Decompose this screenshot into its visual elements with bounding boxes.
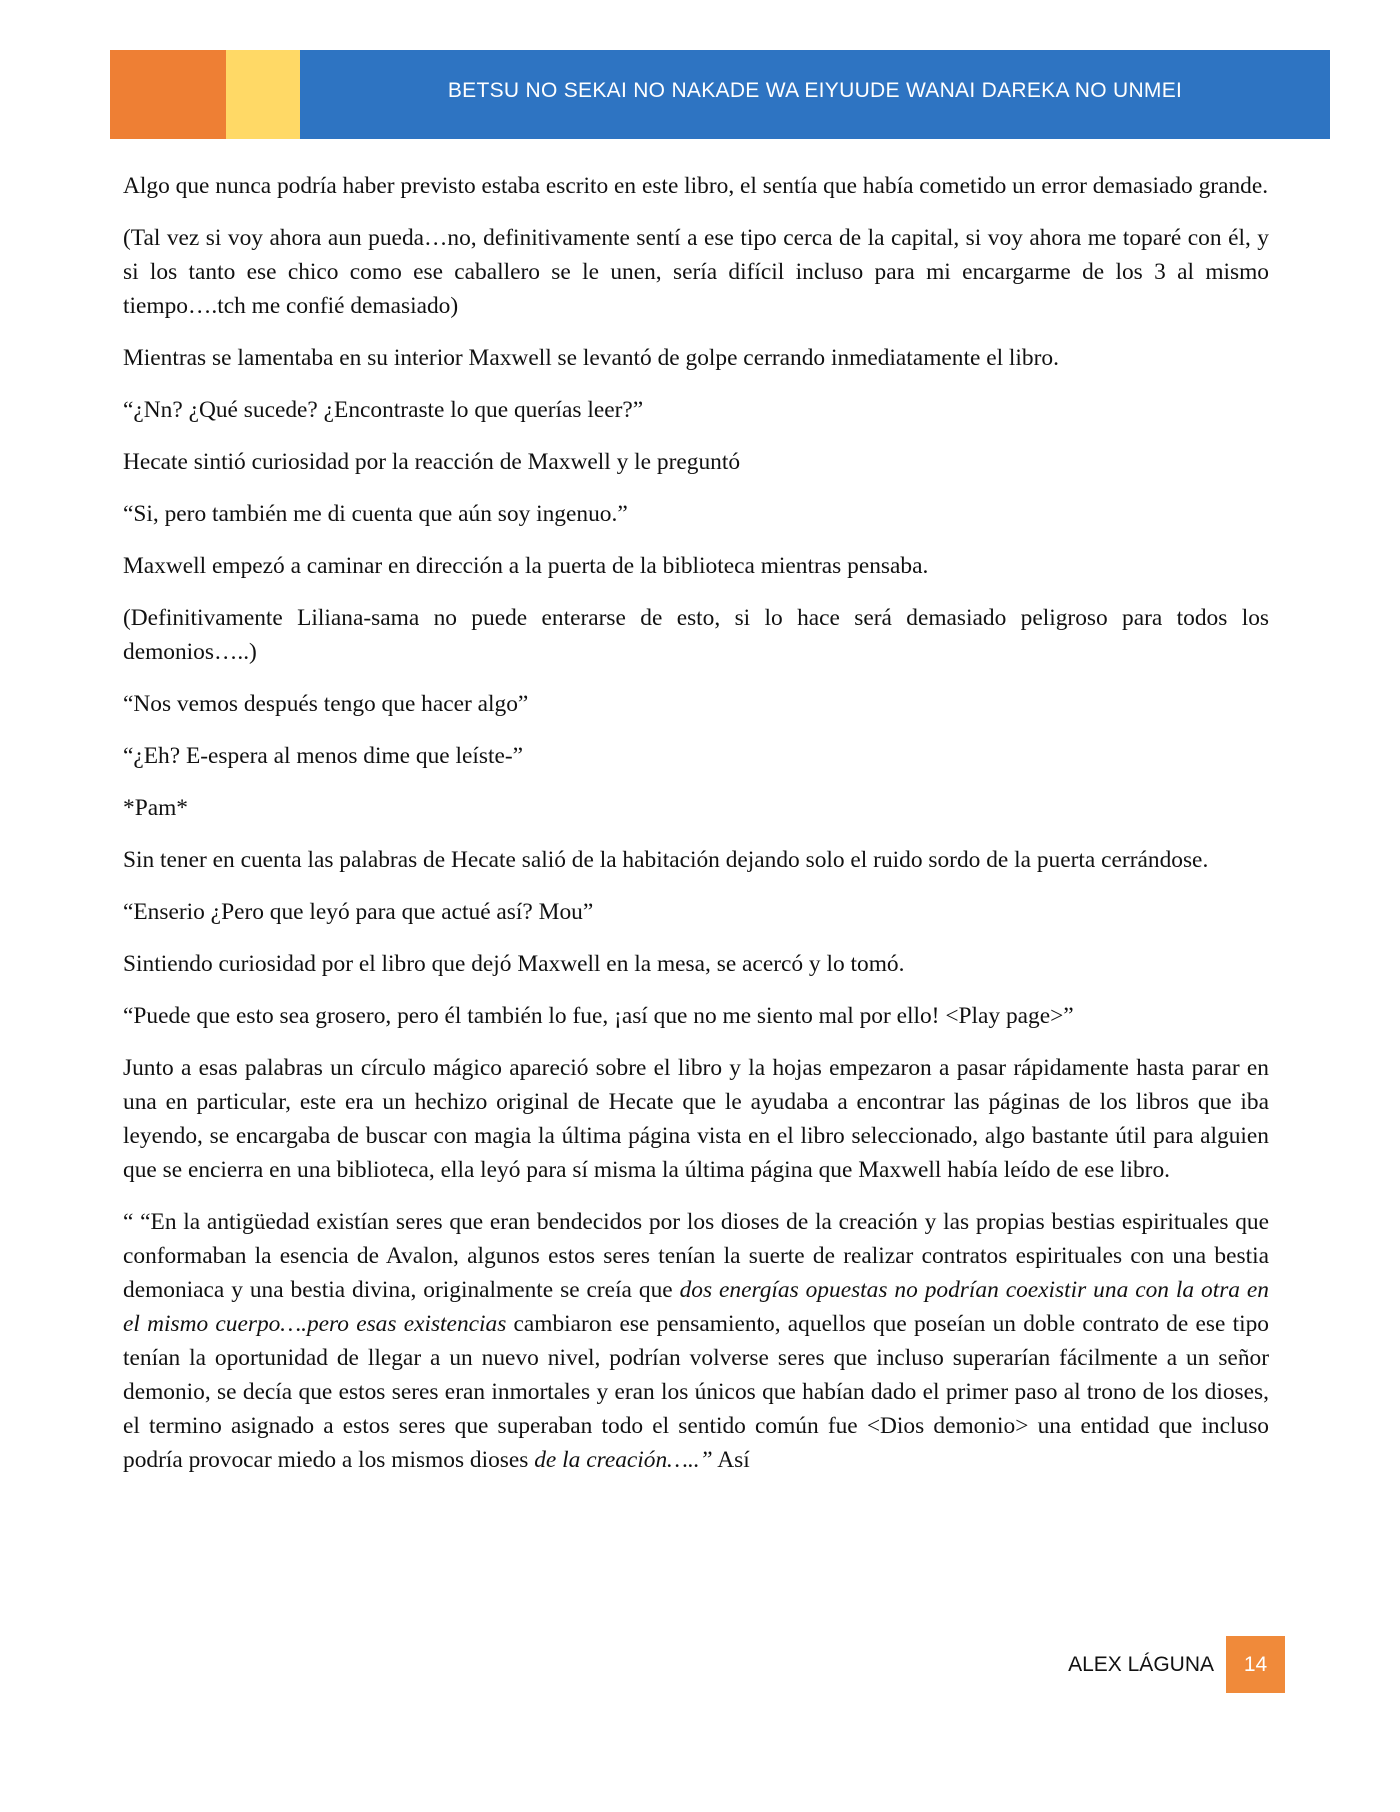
header-title-bar bbox=[300, 50, 1330, 139]
page-footer bbox=[1000, 1636, 1285, 1693]
page-body bbox=[123, 169, 1269, 1495]
paragraph: “Nos vemos después tengo que hacer algo” bbox=[123, 691, 529, 717]
last-paragraph bbox=[123, 1205, 1269, 1477]
last-paragraph-part1: “ “En la antigüedad existían seres que eran bendecidos por los dioses de la creación y las propias bestias espirituales que conformaban la esencia de Avalon, algunos estos seres tenían la suerte de realizar contratos espirituales con una bestia demoniaca y una bestia divina, originalmente se creía que bbox=[123, 1209, 1269, 1303]
paragraph: “Si, pero también me di cuenta que aún soy ingenuo.” bbox=[123, 501, 628, 527]
paragraph: Mientras se lamentaba en su interior Maxwell se levantó de golpe cerrando inmediatamente el libro. bbox=[123, 345, 1059, 371]
paragraph: Sintiendo curiosidad por el libro que dejó Maxwell en la mesa, se acercó y lo tomó. bbox=[123, 951, 905, 977]
last-paragraph-italic1: dos energías opuestas no podrían coexistir una con la otra en el mismo cuerpo….pero esas existencias bbox=[123, 1277, 1270, 1337]
page-number-badge: 14 bbox=[1226, 1636, 1285, 1693]
paragraph: (Definitivamente Liliana-sama no puede enterarse de esto, si lo hace será demasiado peligroso para todos los demonios…..) bbox=[123, 605, 1269, 665]
header-orange-block bbox=[110, 50, 226, 139]
paragraph: “¿Eh? E-espera al menos dime que leíste-” bbox=[123, 743, 524, 769]
paragraph: “Puede que esto sea grosero, pero él también lo fue, ¡así que no me siento mal por ello! <Play page>” bbox=[123, 1003, 1074, 1029]
paragraph: Maxwell empezó a caminar en dirección a la puerta de la biblioteca mientras pensaba. bbox=[123, 553, 929, 579]
paragraph: Sin tener en cuenta las palabras de Hecate salió de la habitación dejando solo el ruido sordo de la puerta cerrándose. bbox=[123, 847, 1209, 873]
paragraph: “¿Nn? ¿Qué sucede? ¿Encontraste lo que querías leer?” bbox=[123, 397, 644, 423]
header-title: BETSU NO SEKAI NO NAKADE WA EIYUUDE WANAI DAREKA NO UNMEI bbox=[447, 78, 1183, 102]
paragraph: Algo que nunca podría haber previsto estaba escrito en este libro, el sentía que había cometido un error demasiado grande. bbox=[123, 173, 1269, 199]
paragraph: (Tal vez si voy ahora aun pueda…no, definitivamente sentí a ese tipo cerca de la capital, si voy ahora me toparé con él, y si los tanto ese chico como ese caballero se le unen, sería difícil incluso para mi encargarme de los 3 al mismo tiempo….tch me confié demasiado) bbox=[123, 225, 1269, 319]
page-header bbox=[110, 50, 1330, 139]
last-paragraph-part3: Así bbox=[712, 1447, 750, 1473]
paragraph: “Enserio ¿Pero que leyó para que actué así? Mou” bbox=[123, 899, 594, 925]
paragraph: Junto a esas palabras un círculo mágico apareció sobre el libro y la hojas empezaron a pasar rápidamente hasta parar en una en particular, este era un hechizo original de Hecate que le ayudaba a encontrar las páginas de los libros que iba leyendo, se encargaba de buscar con magia la última página vista en el libro seleccionado, algo bastante útil para alguien que se encierra en una biblioteca, ella leyó para sí misma la última página que Maxwell había leído de ese libro. bbox=[123, 1055, 1269, 1183]
header-yellow-block bbox=[226, 50, 300, 139]
last-paragraph-part2: cambiaron ese pensamiento, aquellos que poseían un doble contrato de ese tipo tenían la oportunidad de llegar a un nuevo nivel, podrían volverse seres que incluso superarían fácilmente a un señor demonio, se decía que estos seres eran inmortales y eran los únicos que habían dado el primer paso al trono de los dioses, el termino asignado a estos seres que superaban todo el sentido común fue <Dios demonio> una entidad que incluso podría provocar miedo a los mismos dioses bbox=[123, 1311, 1269, 1473]
footer-author: ALEX LÁGUNA bbox=[1068, 1652, 1214, 1676]
paragraph: Hecate sintió curiosidad por la reacción de Maxwell y le preguntó bbox=[123, 449, 741, 475]
paragraph: *Pam* bbox=[123, 795, 188, 821]
last-paragraph-italic2: de la creación…..” bbox=[534, 1447, 713, 1473]
